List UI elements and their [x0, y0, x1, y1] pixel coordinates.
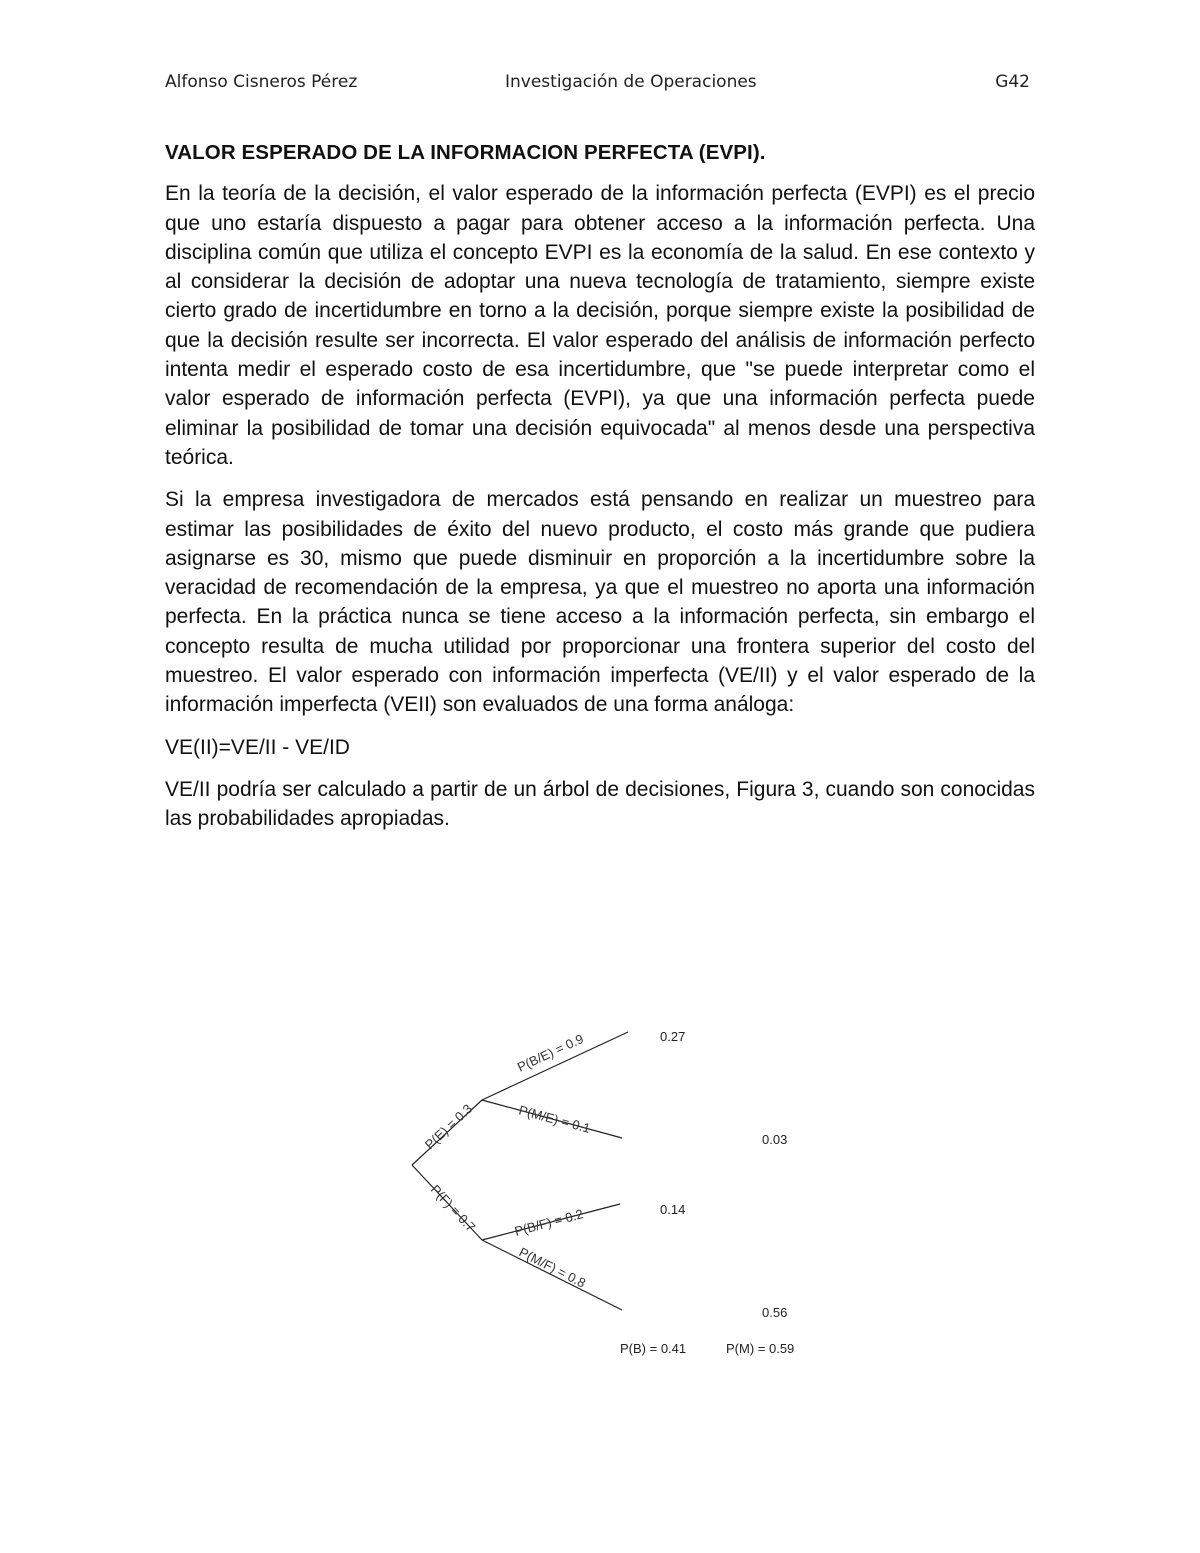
outcome-b-e: 0.27 [660, 1029, 686, 1044]
paragraph-sampling: Si la empresa investigadora de mercados está pensando en realizar un muestreo para estimar las posibilidades de éxito del nuevo producto, el costo más grande que pudiera asignarse es 30, mismo que puede disminuir en proporción a la incertidumbre sobre la veracidad de recomendación de la empresa, ya que el muestreo no aporta una información perfecta. En la práctica nunca se tiene acceso a la información perfecta, sin embargo el concepto resulta de mucha utilidad por proporcionar una frontera superior del costo del muestreo. El valor esperado con información imperfecta (VE/II) y el valor esperado de la información imperfecta (VEII) son evaluados de una forma análoga: [165, 488, 1035, 717]
section-title: VALOR ESPERADO DE LA INFORMACION PERFECTA (EVPI). [165, 141, 766, 164]
paragraph-tree-intro: VE/II podría ser calculado a partir de un árbol de decisiones, Figura 3, cuando son conocidas las probabilidades apropiadas. [165, 777, 1035, 831]
outcome-b-f: 0.14 [660, 1202, 686, 1217]
header-group: G42 [995, 72, 1030, 92]
page-header [165, 72, 1030, 102]
label-p-bf: P(B/F) = 0.2 [512, 1206, 585, 1239]
paragraph-evpi-definition: En la teoría de la decisión, el valor esperado de la información perfecta (EVPI) es el precio que uno estaría dispuesto a pagar para obtener acceso a la información perfecta. Una disciplina común que utiliza el concepto EVPI es la economía de la salud. En ese contexto y al considerar la decisión de adoptar una nueva tecnología de tratamiento, siempre existe cierto grado de incertidumbre en torno a la decisión, porque siempre existe la posibilidad de que la decisión resulte ser incorrecta. El valor esperado del análisis de información perfecto intenta medir el esperado costo de esa incertidumbre, que "se puede interpretar como el valor esperado de información perfecta (EVPI), ya que una información perfecta puede eliminar la posibilidad de tomar una decisión equivocada" al menos desde una perspectiva teórica. [165, 182, 1035, 469]
formula: VE(II)=VE/II - VE/ID [165, 735, 350, 759]
probability-tree-figure [380, 1010, 820, 1370]
label-p-mf: P(M/F) = 0.8 [516, 1244, 589, 1291]
label-p-f: P(F) = 0.7 [427, 1181, 479, 1235]
total-prob-b: P(B) = 0.41 [620, 1341, 687, 1356]
total-prob-m: P(M) = 0.59 [726, 1341, 795, 1356]
outcome-m-f: 0.56 [762, 1305, 788, 1320]
outcome-m-e: 0.03 [762, 1132, 788, 1147]
header-subject: Investigación de Operaciones [505, 72, 757, 92]
probability-tree-svg [380, 1010, 820, 1370]
label-p-be: P(B/E) = 0.9 [514, 1031, 586, 1075]
header-author: Alfonso Cisneros Pérez [165, 72, 358, 92]
label-p-e: P(E) = 0.3 [421, 1101, 476, 1153]
document-body [165, 138, 1035, 847]
label-p-me: P(M/E) = 0.1 [517, 1102, 592, 1136]
